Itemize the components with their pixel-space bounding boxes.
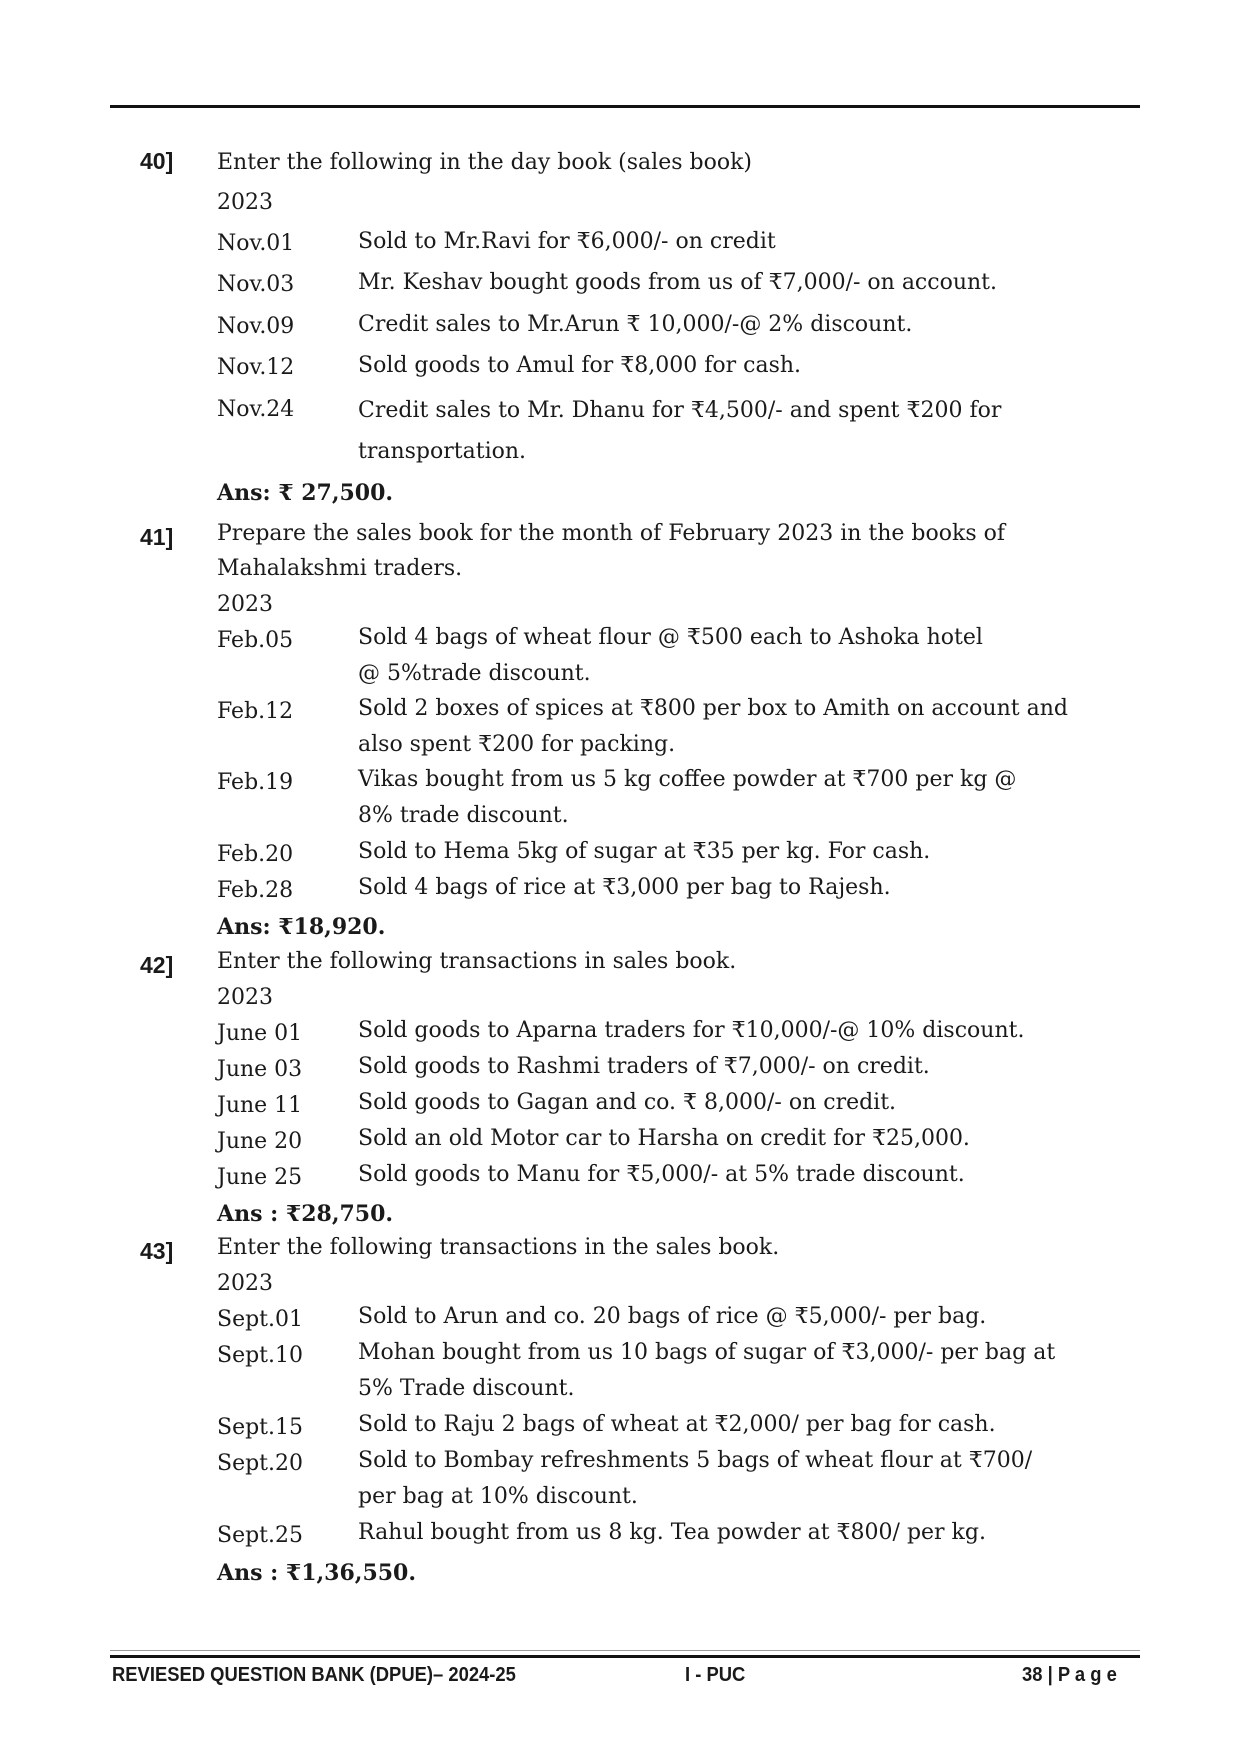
entry-text: Vikas bought from us 5 kg coffee powder at ₹700 per kg @ 8% trade discount. (358, 767, 1017, 828)
year: 2023 (217, 1271, 273, 1296)
entry-text: Sold 4 bags of wheat flour @ ₹500 each to Ashoka hotel @ 5%trade discount. (358, 625, 983, 686)
entry-date: June 25 (217, 1165, 303, 1190)
entry-date: June 01 (217, 1021, 303, 1046)
answer: Ans : ₹28,750. (217, 1201, 394, 1227)
entry-date: Sept.10 (217, 1343, 304, 1368)
answer: Ans: ₹18,920. (217, 914, 386, 940)
entry-text: Sold goods to Aparna traders for ₹10,000/-@ 10% discount. (358, 1018, 1025, 1043)
entry-date: Sept.01 (217, 1307, 304, 1332)
entry-date: Nov.12 (217, 355, 295, 380)
question-text: Prepare the sales book for the month of February 2023 in the books of Mahalakshmi traders. (217, 521, 1005, 581)
entry-date: Nov.09 (217, 314, 295, 339)
entry-text: Mr. Keshav bought goods from us of ₹7,000/- on account. (358, 270, 997, 295)
entry-text: Sold goods to Amul for ₹8,000 for cash. (358, 353, 802, 378)
entry-text: Sold goods to Rashmi traders of ₹7,000/- on credit. (358, 1054, 930, 1079)
entry-date: Nov.01 (217, 231, 295, 256)
entry-text: Credit sales to Mr. Dhanu for ₹4,500/- and spent ₹200 for transportation. (358, 398, 1002, 464)
entry-date: Feb.28 (217, 878, 294, 903)
entry-text: Rahul bought from us 8 kg. Tea powder at ₹800/ per kg. (358, 1520, 986, 1545)
entry-date: Nov.03 (217, 272, 295, 297)
question-number: 43] (140, 1238, 174, 1264)
entry-text: Sold to Mr.Ravi for ₹6,000/- on credit (358, 229, 776, 254)
entry-text: Mohan bought from us 10 bags of sugar of ₹3,000/- per bag at 5% Trade discount. (358, 1340, 1056, 1401)
entry-date: June 20 (217, 1129, 303, 1154)
entry-date: Nov.24 (217, 397, 295, 422)
entry-text: Sold to Raju 2 bags of wheat at ₹2,000/ per bag for cash. (358, 1412, 996, 1437)
entry-text: Sold 2 boxes of spices at ₹800 per box to Amith on account and also spent ₹200 for packing. (358, 696, 1068, 757)
entry-text: Sold to Hema 5kg of sugar at ₹35 per kg. For cash. (358, 839, 931, 864)
entry-text: Sold to Bombay refreshments 5 bags of wheat flour at ₹700/ per bag at 10% discount. (358, 1448, 1033, 1509)
question-text: Enter the following transactions in the sales book. (217, 1235, 780, 1260)
entry-date: Feb.12 (217, 699, 294, 724)
entry-text: Sold an old Motor car to Harsha on credit for ₹25,000. (358, 1126, 970, 1151)
entry-date: June 11 (217, 1093, 303, 1118)
question-text: Enter the following transactions in sales book. (217, 949, 737, 974)
footer-title: REVIESED QUESTION BANK (DPUE)– 2024-25 (112, 1664, 516, 1686)
question-text: Enter the following in the day book (sales book) (217, 150, 752, 175)
year: 2023 (217, 190, 273, 215)
answer: Ans: ₹ 27,500. (217, 480, 394, 506)
answer: Ans : ₹1,36,550. (217, 1560, 417, 1586)
entry-date: Sept.20 (217, 1451, 304, 1476)
entry-text: Sold to Arun and co. 20 bags of rice @ ₹5,000/- per bag. (358, 1304, 987, 1329)
footer-rule-thin (110, 1650, 1140, 1651)
entry-text: Sold goods to Manu for ₹5,000/- at 5% trade discount. (358, 1162, 965, 1187)
entry-date: Feb.20 (217, 842, 294, 867)
question-number: 42] (140, 952, 174, 978)
header-rule (110, 105, 1140, 108)
footer-page-number: 38 | P a g e (1022, 1664, 1117, 1686)
entry-text: Sold 4 bags of rice at ₹3,000 per bag to Rajesh. (358, 875, 891, 900)
entry-text: Credit sales to Mr.Arun ₹ 10,000/-@ 2% discount. (358, 312, 913, 337)
entry-date: Feb.19 (217, 770, 294, 795)
entry-date: Feb.05 (217, 628, 294, 653)
year: 2023 (217, 592, 273, 617)
entry-text: Sold goods to Gagan and co. ₹ 8,000/- on credit. (358, 1090, 897, 1115)
question-number: 41] (140, 524, 174, 550)
question-number: 40] (140, 148, 174, 174)
footer-class: I - PUC (685, 1664, 746, 1686)
entry-date: June 03 (217, 1057, 303, 1082)
year: 2023 (217, 985, 273, 1010)
entry-date: Sept.15 (217, 1415, 304, 1440)
footer-rule (110, 1655, 1140, 1658)
entry-date: Sept.25 (217, 1523, 304, 1548)
